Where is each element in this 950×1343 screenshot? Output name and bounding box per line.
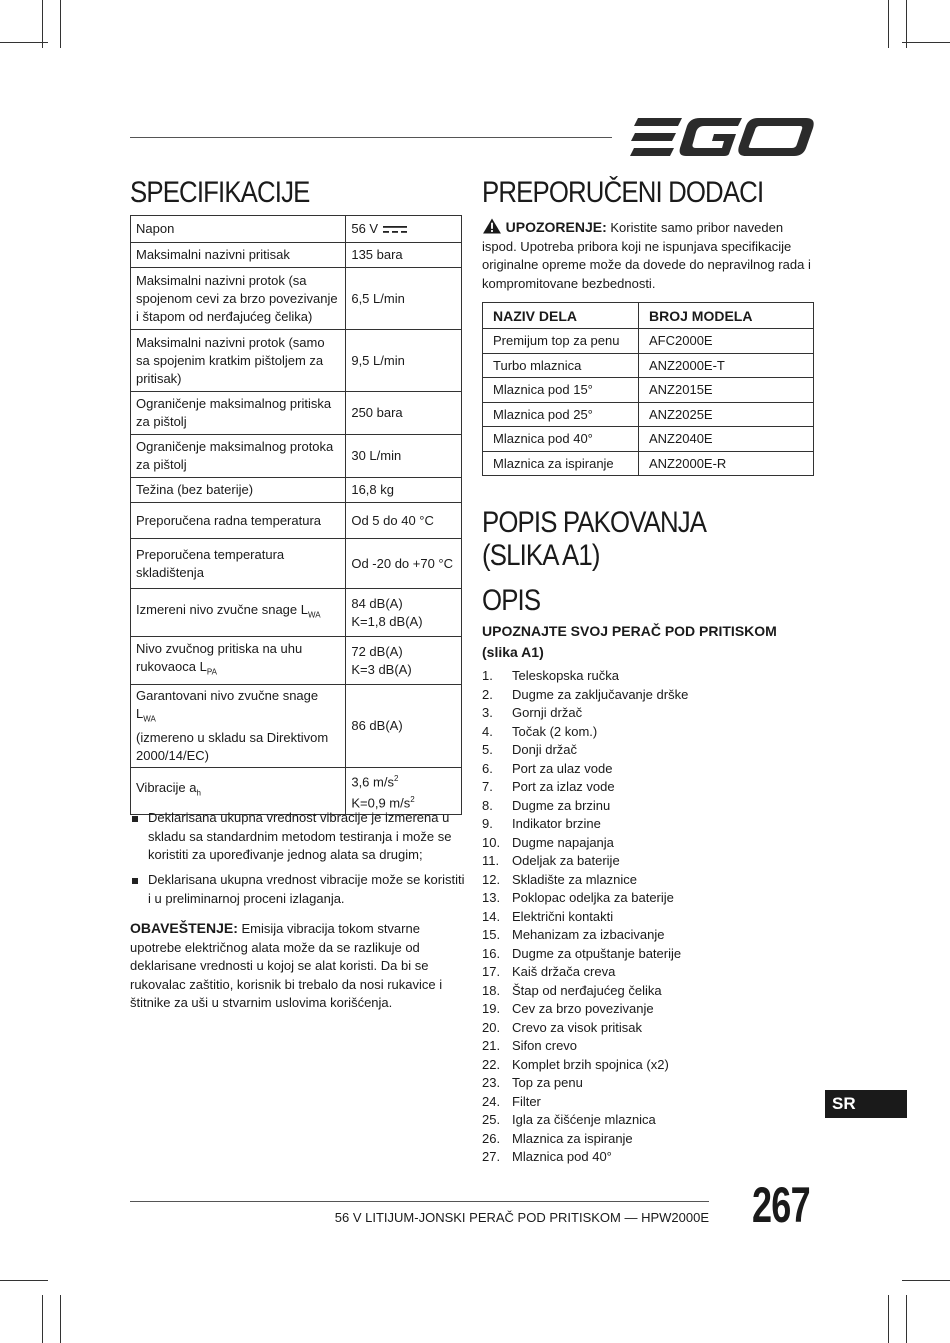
list-item-label: Poklopac odeljka za baterije bbox=[512, 890, 674, 905]
spec-label: Napon bbox=[131, 216, 346, 243]
parts-list bbox=[482, 667, 688, 1167]
list-item bbox=[482, 852, 688, 871]
crop-mark bbox=[0, 1280, 48, 1281]
list-item-label: Kaiš držača creva bbox=[512, 964, 616, 979]
spec-value: 72 dB(A) K=3 dB(A) bbox=[346, 637, 462, 685]
spec-label: Maksimalni nazivni protok (samo sa spojenim kratkim pištoljem za pritisak) bbox=[131, 330, 346, 392]
parts-subheading-figure-ref: (slika A1) bbox=[482, 644, 544, 660]
table-row bbox=[131, 767, 462, 815]
bullet-text: Deklarisana ukupna vrednost vibracije je izmerena u skladu sa standardnim metodom testiranja i može se koristiti za upoređivanje jednog alata sa drugim; bbox=[148, 810, 452, 862]
list-item-number: 2. bbox=[482, 686, 493, 702]
table-row bbox=[131, 478, 462, 503]
spec-label: Težina (bez baterije) bbox=[131, 478, 346, 503]
list-item bbox=[482, 982, 688, 1001]
list-item-label: Crevo za visok pritisak bbox=[512, 1019, 643, 1035]
list-item-label: Dugme napajanja bbox=[512, 834, 614, 850]
list-item bbox=[482, 760, 688, 779]
list-item bbox=[482, 889, 688, 908]
list-item-number: 18. bbox=[482, 982, 501, 998]
spec-label: Maksimalni nazivni protok (sa spojenom cevi za brzo povezivanje i štapom od nerđajućeg čelika) bbox=[131, 268, 346, 330]
list-item-label: Top za penu bbox=[512, 1075, 583, 1090]
list-item-number: 1. bbox=[482, 668, 493, 683]
list-item bbox=[482, 945, 688, 964]
part-name-cell: Mlaznica pod 25° bbox=[483, 402, 639, 427]
warning-label: UPOZORENJE: bbox=[505, 219, 607, 235]
model-number-cell: ANZ2000E-T bbox=[639, 353, 814, 378]
part-name-cell: Turbo mlaznica bbox=[483, 353, 639, 378]
list-item bbox=[482, 686, 688, 705]
list-item-number: 14. bbox=[482, 908, 501, 924]
warning-triangle-icon bbox=[482, 218, 502, 234]
crop-mark bbox=[42, 1295, 43, 1343]
crop-mark bbox=[906, 0, 907, 48]
list-item bbox=[482, 1111, 688, 1130]
list-item-label: Mlaznica pod 40° bbox=[512, 1149, 612, 1164]
spec-label: Maksimalni nazivni pritisak bbox=[131, 243, 346, 268]
crop-mark bbox=[888, 0, 889, 48]
table-row bbox=[131, 243, 462, 268]
spec-label: Ograničenje maksimalnog protoka za pištolj bbox=[131, 435, 346, 478]
column-header-part-name: NAZIV DELA bbox=[483, 303, 639, 329]
warning-paragraph bbox=[482, 218, 817, 293]
crop-mark bbox=[42, 0, 43, 48]
spec-value: 250 bara bbox=[346, 392, 462, 435]
list-item-number: 13. bbox=[482, 890, 501, 905]
list-item-label: Štap od nerđajućeg čelika bbox=[512, 982, 662, 998]
spec-label: Vibracije $a_h$ bbox=[131, 767, 346, 815]
header-rule bbox=[130, 137, 612, 138]
table-row bbox=[131, 539, 462, 589]
table-row bbox=[131, 268, 462, 330]
notice-text: Emisija vibracija tokom stvarne upotrebe električnog alata može da se razlikuje od deklarisane vrednosti u kojoj se alat koristi. Da bi se rukovalac zaštitio, korisnik bi trebalo da nosi rukavice i štitnike za uši u stvarnim uslovima korišćenja. bbox=[130, 921, 443, 1010]
spec-value: 86 dB(A) bbox=[346, 685, 462, 768]
spec-value: 30 L/min bbox=[346, 435, 462, 478]
part-name-cell: Mlaznica pod 15° bbox=[483, 378, 639, 403]
model-number-cell: ANZ2040E bbox=[639, 427, 814, 452]
list-item bbox=[482, 871, 688, 890]
list-item-number: 6. bbox=[482, 760, 493, 776]
spec-value: 84 dB(A) K=1,8 dB(A) bbox=[346, 589, 462, 637]
table-row bbox=[483, 427, 814, 452]
model-number-cell: ANZ2015E bbox=[639, 378, 814, 403]
parts-subheading bbox=[482, 621, 812, 663]
crop-mark bbox=[906, 1295, 907, 1343]
table-row bbox=[131, 330, 462, 392]
list-item bbox=[482, 723, 688, 742]
list-item bbox=[482, 1056, 688, 1075]
ego-logo bbox=[630, 116, 814, 158]
spec-label: Preporučena temperatura skladištenja bbox=[131, 539, 346, 589]
list-item-number: 20. bbox=[482, 1019, 501, 1035]
spec-label: Preporučena radna temperatura bbox=[131, 503, 346, 539]
crop-mark bbox=[902, 42, 950, 43]
bullet-item bbox=[130, 809, 465, 865]
table-row bbox=[131, 435, 462, 478]
list-item-number: 17. bbox=[482, 964, 501, 979]
list-item bbox=[482, 815, 688, 834]
list-item-label: Cev za brzo povezivanje bbox=[512, 1001, 654, 1016]
page-number: 267 bbox=[752, 1177, 810, 1233]
list-item bbox=[482, 741, 688, 760]
table-row bbox=[483, 353, 814, 378]
crop-mark bbox=[60, 0, 61, 48]
list-item-number: 16. bbox=[482, 945, 501, 961]
table-row bbox=[131, 216, 462, 243]
spec-label: Garantovani nivo zvučne snage $L_{WA}$ (izmereno u skladu sa Direktivom 2000/14/EC) bbox=[131, 685, 346, 768]
list-item bbox=[482, 1037, 688, 1056]
list-item-number: 26. bbox=[482, 1130, 501, 1146]
list-item-number: 12. bbox=[482, 871, 501, 887]
list-item-number: 9. bbox=[482, 816, 493, 831]
list-item bbox=[482, 1093, 688, 1112]
packing-list-title: POPIS PAKOVANJA bbox=[482, 506, 707, 539]
list-item-number: 25. bbox=[482, 1112, 501, 1127]
table-row bbox=[483, 378, 814, 403]
accessories-title: PREPORUČENI DODACI bbox=[482, 176, 764, 209]
list-item bbox=[482, 834, 688, 853]
list-item-label: Komplet brzih spojnica (x2) bbox=[512, 1056, 669, 1072]
list-item-label: Električni kontakti bbox=[512, 908, 614, 924]
bullet-icon bbox=[132, 816, 138, 822]
list-item bbox=[482, 1019, 688, 1038]
list-item-label: Donji držač bbox=[512, 742, 578, 757]
list-item-label: Mlaznica za ispiranje bbox=[512, 1130, 633, 1146]
list-item-label: Filter bbox=[512, 1093, 541, 1109]
list-item bbox=[482, 908, 688, 927]
list-item-number: 27. bbox=[482, 1149, 501, 1164]
list-item-label: Igla za čišćenje mlaznica bbox=[512, 1112, 656, 1127]
spec-value: Od -20 do +70 °C bbox=[346, 539, 462, 589]
list-item-label: Port za izlaz vode bbox=[512, 779, 615, 794]
packing-list-subtitle: (SLIKA A1) bbox=[482, 539, 600, 572]
list-item bbox=[482, 667, 688, 686]
list-item-number: 24. bbox=[482, 1093, 501, 1109]
footer-rule bbox=[130, 1201, 709, 1202]
table-row bbox=[483, 451, 814, 476]
spec-value: 135 bara bbox=[346, 243, 462, 268]
list-item-number: 8. bbox=[482, 797, 493, 813]
bullet-item bbox=[130, 871, 465, 908]
spec-label: Ograničenje maksimalnog pritiska za pištolj bbox=[131, 392, 346, 435]
spec-value: 9,5 L/min bbox=[346, 330, 462, 392]
table-row bbox=[131, 503, 462, 539]
footer-text: 56 V LITIJUM-JONSKI PERAČ POD PRITISKOM — HPW2000E bbox=[334, 1210, 709, 1225]
crop-mark bbox=[0, 42, 48, 43]
table-header-row bbox=[483, 303, 814, 329]
spec-table bbox=[130, 215, 462, 815]
parts-subheading-line: UPOZNAJTE SVOJ PERAČ POD PRITISKOM bbox=[482, 623, 777, 639]
list-item bbox=[482, 797, 688, 816]
list-item-label: Teleskopska ručka bbox=[512, 668, 619, 683]
list-item-label: Odeljak za baterije bbox=[512, 853, 620, 868]
list-item-label: Točak (2 kom.) bbox=[512, 723, 598, 739]
model-number-cell: AFC2000E bbox=[639, 329, 814, 354]
accessories-table bbox=[482, 302, 814, 476]
list-item bbox=[482, 778, 688, 797]
list-item-number: 19. bbox=[482, 1001, 501, 1016]
spec-label: Izmereni nivo zvučne snage $L_{WA}$ bbox=[131, 589, 346, 637]
list-item-number: 3. bbox=[482, 705, 493, 720]
list-item-number: 21. bbox=[482, 1038, 501, 1053]
specs-title: SPECIFIKACIJE bbox=[130, 176, 310, 209]
list-item bbox=[482, 1000, 688, 1019]
model-number-cell: ANZ2025E bbox=[639, 402, 814, 427]
spec-value: 16,8 kg bbox=[346, 478, 462, 503]
part-name-cell: Mlaznica pod 40° bbox=[483, 427, 639, 452]
list-item bbox=[482, 1148, 688, 1167]
spec-value: 6,5 L/min bbox=[346, 268, 462, 330]
column-header-model-number: BROJ MODELA bbox=[639, 303, 814, 329]
list-item-label: Dugme za otpuštanje baterije bbox=[512, 945, 682, 961]
bullet-icon bbox=[132, 878, 138, 884]
list-item-number: 22. bbox=[482, 1056, 501, 1072]
model-number-cell: ANZ2000E-R bbox=[639, 451, 814, 476]
list-item bbox=[482, 1074, 688, 1093]
list-item-label: Dugme za zaključavanje drške bbox=[512, 686, 689, 702]
list-item-label: Sifon crevo bbox=[512, 1038, 578, 1053]
list-item bbox=[482, 704, 688, 723]
spec-value: Od 5 do 40 °C bbox=[346, 503, 462, 539]
list-item-number: 5. bbox=[482, 742, 493, 757]
table-row bbox=[483, 402, 814, 427]
crop-mark bbox=[888, 1295, 889, 1343]
spec-value: 56 V bbox=[346, 216, 462, 243]
warning-text: Koristite samo pribor naveden ispod. Upotreba pribora koji ne ispunjava specifikacije originalne opreme može da dovede do nepravilnog rada i kompromitovane bezbednosti. bbox=[482, 220, 811, 291]
spec-value: 3,6 $m/s^2$ K=0,9 $m/s^2$ bbox=[346, 767, 462, 815]
spec-label: Nivo zvučnog pritiska na uhu rukovaoca $L_{PA}$ bbox=[131, 637, 346, 685]
list-item-number: 7. bbox=[482, 779, 493, 794]
list-item-label: Gornji držač bbox=[512, 705, 583, 720]
table-row bbox=[131, 392, 462, 435]
list-item-number: 11. bbox=[482, 853, 500, 868]
table-row bbox=[131, 685, 462, 768]
notice-paragraph bbox=[130, 919, 465, 1013]
list-item-number: 4. bbox=[482, 723, 493, 739]
table-row bbox=[483, 329, 814, 354]
crop-mark bbox=[60, 1295, 61, 1343]
list-item-number: 23. bbox=[482, 1075, 501, 1090]
list-item-label: Dugme za brzinu bbox=[512, 797, 611, 813]
part-name-cell: Premijum top za penu bbox=[483, 329, 639, 354]
bullet-text: Deklarisana ukupna vrednost vibracije može se koristiti i u preliminarnoj proceni izlaganja. bbox=[148, 872, 465, 906]
description-title: OPIS bbox=[482, 584, 541, 617]
list-item-label: Skladište za mlaznice bbox=[512, 871, 637, 887]
list-item bbox=[482, 1130, 688, 1149]
list-item-number: 10. bbox=[482, 834, 501, 850]
crop-mark bbox=[902, 1280, 950, 1281]
list-item bbox=[482, 926, 688, 945]
part-name-cell: Mlaznica za ispiranje bbox=[483, 451, 639, 476]
list-item-label: Port za ulaz vode bbox=[512, 760, 613, 776]
list-item-label: Mehanizam za izbacivanje bbox=[512, 927, 665, 942]
dc-symbol-icon bbox=[382, 224, 408, 234]
list-item-number: 15. bbox=[482, 927, 501, 942]
table-row bbox=[131, 637, 462, 685]
notice-label: OBAVEŠTENJE: bbox=[130, 920, 238, 936]
list-item bbox=[482, 963, 688, 982]
language-tab: SR bbox=[825, 1090, 907, 1118]
table-row bbox=[131, 589, 462, 637]
list-item-label: Indikator brzine bbox=[512, 816, 601, 831]
